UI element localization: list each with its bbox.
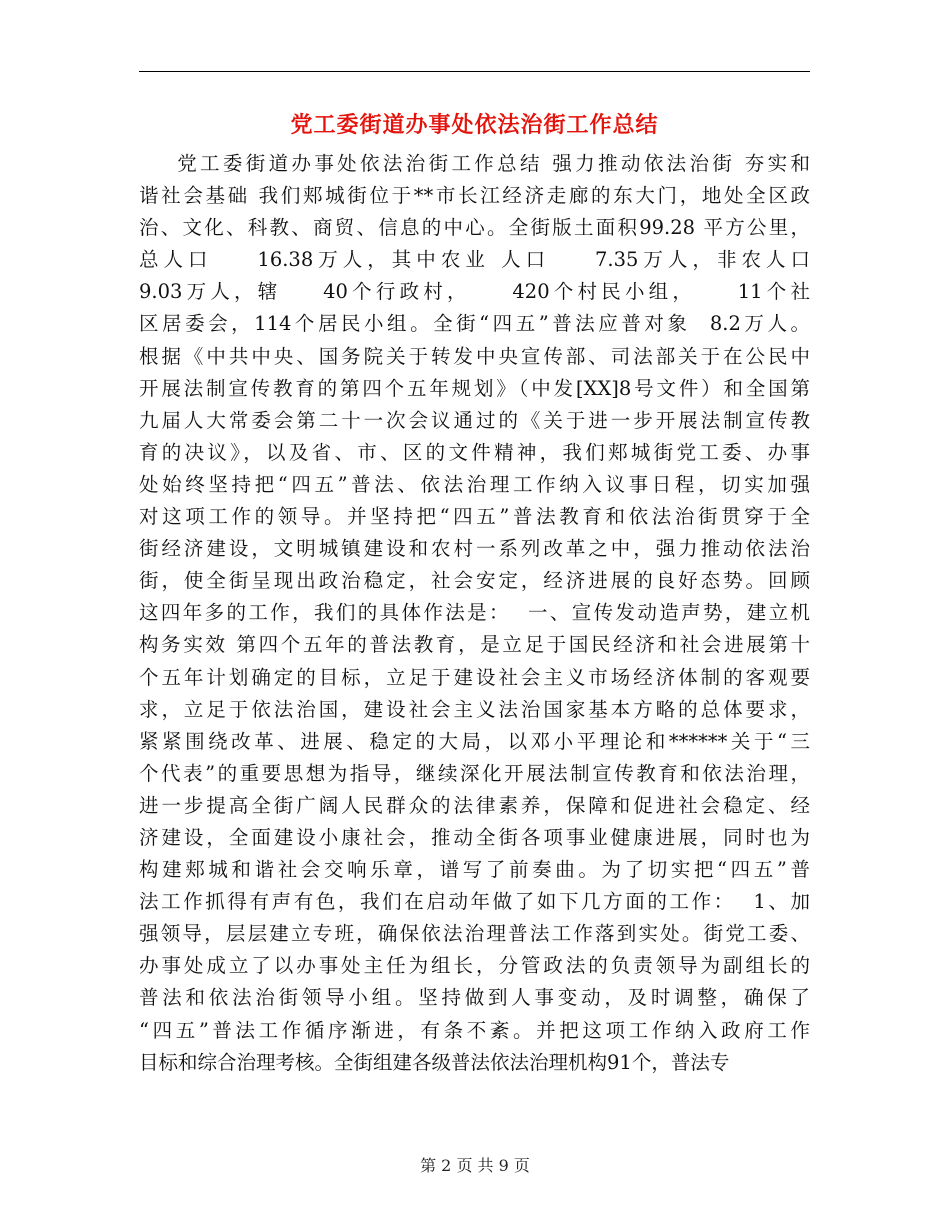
body-line: 个代表”的重要思想为指导，继续深化开展法制宣传教育和依法治理， xyxy=(139,761,810,785)
body-line: 济建设，全面建设小康社会，推动全街各项事业健康进展，同时也为 xyxy=(139,825,810,849)
body-line: 对这项工作的领导。并坚持把“四五”普法教育和依法治街贯穿于全 xyxy=(139,505,810,529)
body-line: 办事处成立了以办事处主任为组长，分管政法的负责领导为副组长的 xyxy=(139,954,810,978)
body-line: 构建郏城和谐社会交响乐章，谱写了前奏曲。为了切实把“四五”普 xyxy=(139,858,810,882)
body-line: 九届人大常委会第二十一次会议通过的《关于进一步开展法制宣传教 xyxy=(139,408,810,432)
body-line: 治、文化、科教、商贸、信息的中心。全街版土面积99.28 平方公里， xyxy=(139,216,810,240)
body-line: 街，使全街呈现出政治稳定，社会安定，经济进展的良好态势。回顾 xyxy=(139,569,810,593)
body-line: 进一步提高全街广阔人民群众的法律素养，保障和促进社会稳定、经 xyxy=(139,793,810,817)
document-body xyxy=(139,148,810,1079)
body-line: 构务实效 第四个五年的普法教育，是立足于国民经济和社会进展第十 xyxy=(139,633,810,657)
body-line: 区居委会，114个居民小组。全街“四五”普法应普对象 8.2万人。 xyxy=(139,312,810,336)
document-title: 党工委街道办事处依法治街工作总结 xyxy=(290,112,659,138)
body-line: 求，立足于依法治国，建设社会主义法治国家基本方略的总体要求， xyxy=(139,697,810,721)
page-footer: 第 2 页 共 9 页 xyxy=(420,1156,530,1175)
body-line: 街经济建设，文明城镇建设和农村一系列改革之中，强力推动依法治 xyxy=(139,537,810,561)
body-line: 根据《中共中央、国务院关于转发中央宣传部、司法部关于在公民中 xyxy=(139,344,810,368)
body-line: 育的决议》，以及省、市、区的文件精神，我们郏城街党工委、办事 xyxy=(139,440,810,464)
body-line: 总人口 16.38万人，其中农业 人口 7.35万人，非农人口 xyxy=(139,248,810,272)
body-line: 开展法制宣传教育的第四个五年规划》（中发[XX]8号文件）和全国第 xyxy=(139,376,810,400)
body-line: 目标和综合治理考核。全街组建各级普法依法治理机构91个，普法专 xyxy=(139,1050,730,1074)
body-line: 法工作抓得有声有色，我们在启动年做了如下几方面的工作： 1、加 xyxy=(139,890,810,914)
body-line: 强领导，层层建立专班，确保依法治理普法工作落到实处。街党工委、 xyxy=(139,922,810,946)
body-line: 普法和依法治街领导小组。坚持做到人事变动，及时调整，确保了 xyxy=(139,986,810,1010)
body-line: 党工委街道办事处依法治街工作总结 强力推动依法治街 夯实和 xyxy=(139,152,810,175)
header-rule xyxy=(139,71,810,72)
body-line: 个五年计划确定的目标，立足于建设社会主义市场经济体制的客观要 xyxy=(139,665,810,689)
body-line: 9.03万人，辖 40个行政村， 420个村民小组， 11个社 xyxy=(139,280,810,304)
body-line: 紧紧围绕改革、进展、稳定的大局，以邓小平理论和******关于“三 xyxy=(139,729,810,753)
body-line: 谐社会基础 我们郏城街位于**市长江经济走廊的东大门，地处全区政 xyxy=(139,184,810,208)
body-line: 处始终坚持把“四五”普法、依法治理工作纳入议事日程，切实加强 xyxy=(139,472,810,496)
body-line: “四五”普法工作循序渐进，有条不紊。并把这项工作纳入政府工作 xyxy=(139,1018,810,1042)
body-line: 这四年多的工作，我们的具体作法是： 一、宣传发动造声势，建立机 xyxy=(139,601,810,625)
